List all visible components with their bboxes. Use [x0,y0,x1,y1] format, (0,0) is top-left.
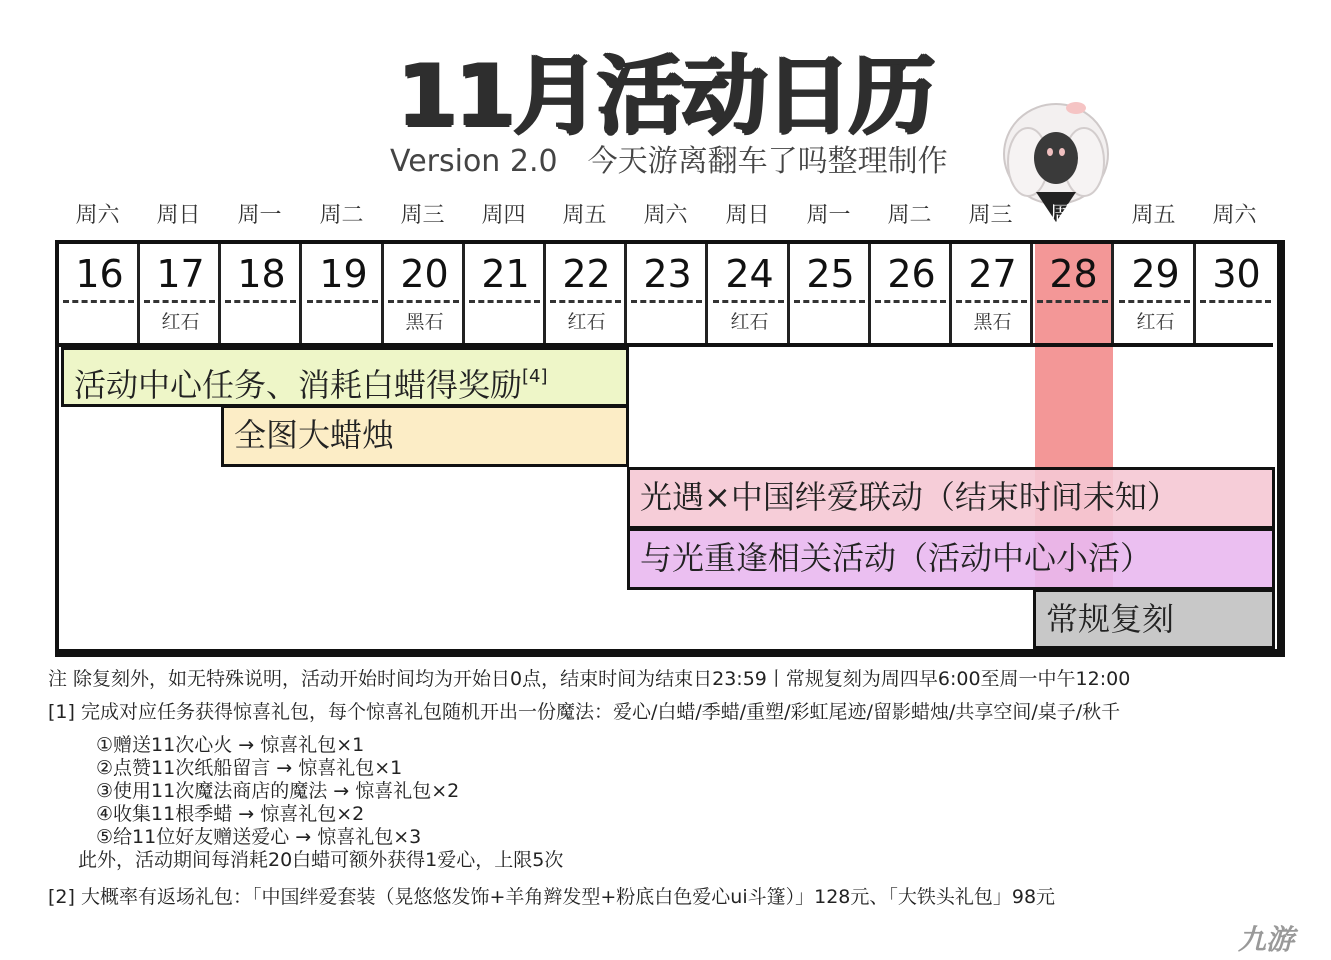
day-number: 30 [1212,252,1261,296]
stone-label: 红石 [567,311,606,333]
weekday-label: 周五 [1131,203,1176,228]
weekday-label: 周六 [643,203,688,228]
extra-line: 此外，活动期间每消耗20白蜡可额外获得1爱心，上限5次 [78,849,564,871]
day-divider [307,300,378,303]
day-number: 25 [806,252,855,296]
day-divider [794,300,865,303]
event-label: 与光重逢相关活动（活动中心小活） [640,539,1153,577]
stone-label: 红石 [1136,311,1175,333]
day-divider [225,300,296,303]
task-item: ①赠送11次心火 → 惊喜礼包×1 [96,734,365,756]
task-item: ③使用11次魔法商店的魔法 → 惊喜礼包×2 [96,780,460,802]
note-line: 注 除复刻外，如无特殊说明，活动开始时间均为开始日0点，结束时间为结束日23:59丨常规复刻为周四早6:00至周一中午12:00 [48,668,1131,690]
weekday-label: 周三 [400,203,445,228]
task-item: ④收集11根季蜡 → 惊喜礼包×2 [96,803,365,825]
event-ref: [4] [522,366,548,387]
day-number: 29 [1131,252,1180,296]
page-title: 11月活动日历 [397,46,934,146]
event-rerun [1033,589,1275,649]
subtitle [390,140,948,184]
weekday-label: 周日 [725,203,770,228]
day-number: 26 [887,252,936,296]
day-divider [1037,300,1108,303]
weekday-label: 周四 [481,203,526,228]
event-label: 全图大蜡烛 [234,416,395,454]
event-activity-center [61,347,629,407]
weekday-label: 周一 [806,203,851,228]
watermark-logo: 九游 [1238,923,1295,956]
weekday-label: 周六 [75,203,120,228]
version-label: Version 2.0 [390,144,558,179]
day-number: 19 [319,252,368,296]
ref1-line: [1] 完成对应任务获得惊喜礼包，每个惊喜礼包随机开出一份魔法：爱心/白蜡/季蜡/重塑/彩虹尾迹/留影蜡烛/共享空间/桌子/秋千 [48,701,1121,723]
weekday-label: 周五 [562,203,607,228]
day-divider [956,300,1027,303]
stone-label: 黑石 [405,311,444,333]
credit-label: 今天游离翻车了吗整理制作 [587,144,948,179]
day-divider [713,300,784,303]
day-divider [63,300,134,303]
day-divider [550,300,621,303]
day-divider [1119,300,1190,303]
weekday-label: 周六 [1212,203,1257,228]
day-number: 17 [156,252,205,296]
weekday-label: 周二 [319,203,364,228]
day-divider [469,300,540,303]
day-number: 18 [237,252,286,296]
day-number: 23 [643,252,692,296]
day-number: 16 [75,252,124,296]
day-divider [631,300,702,303]
weekday-label: 周一 [237,203,282,228]
day-divider [1200,300,1271,303]
weekday-label: 周三 [968,203,1013,228]
notes-section [48,668,1130,909]
day-number: 22 [562,252,611,296]
day-number: 21 [481,252,530,296]
day-divider [144,300,215,303]
event-label: 活动中心任务、消耗白蜡得奖励 [74,366,523,404]
day-number: 20 [400,252,449,296]
weekday-label: 周日 [156,203,201,228]
stone-label: 红石 [730,311,769,333]
event-label: 常规复刻 [1046,600,1175,638]
event-big-candle [221,405,629,467]
weekday-label: 周二 [887,203,932,228]
day-divider [388,300,459,303]
ref2-line: [2] 大概率有返场礼包：「中国绊爱套装（晃悠悠发饰+羊角辫发型+粉底白色爱心ui斗篷）」128元、「大铁头礼包」98元 [48,886,1056,908]
stone-label: 红石 [161,311,200,333]
task-item: ⑤给11位好友赠送爱心 → 惊喜礼包×3 [96,826,422,848]
task-item: ②点赞11次纸船留言 → 惊喜礼包×1 [96,757,403,779]
event-reunion [627,528,1275,590]
stone-label: 黑石 [973,311,1012,333]
day-divider [875,300,946,303]
day-number: 28 [1049,252,1098,296]
weekday-label: 周四 [1049,203,1094,228]
day-number: 24 [725,252,774,296]
event-collab [627,467,1275,529]
event-label: 光遇×中国绊爱联动（结束时间未知） [640,478,1179,516]
day-number: 27 [968,252,1017,296]
